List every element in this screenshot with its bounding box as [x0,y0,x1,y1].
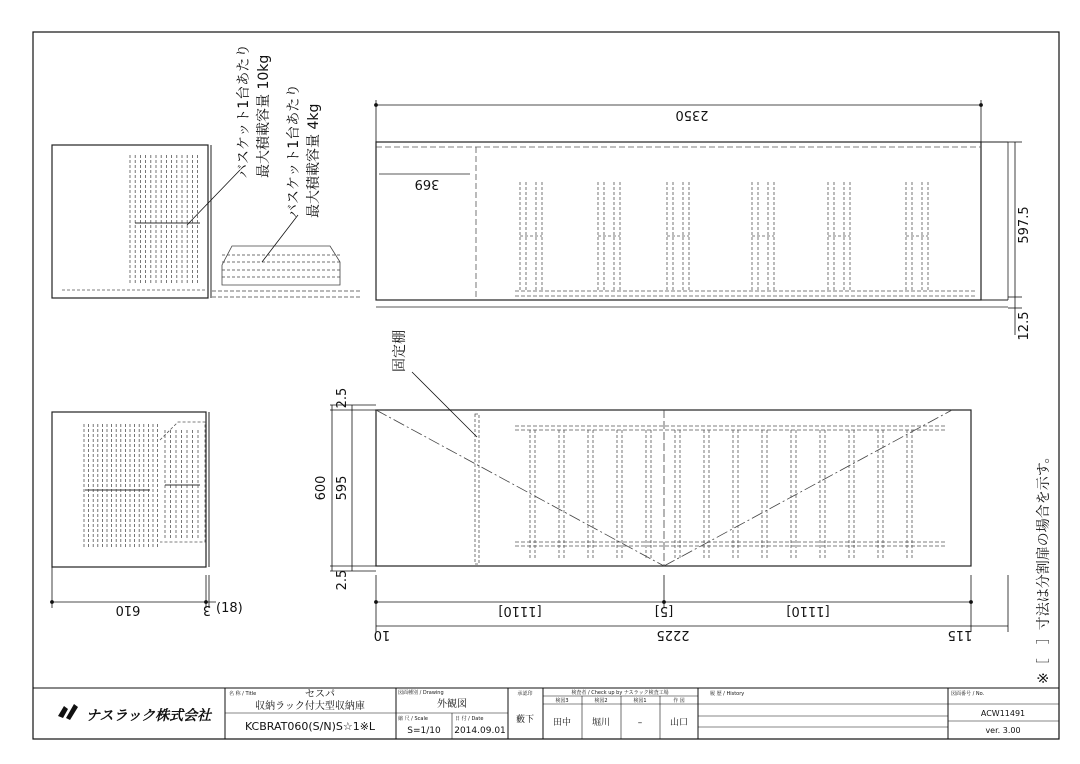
drawing-frame [33,32,1059,739]
company-logo [58,704,78,720]
dim-18-label: (18) [216,601,243,616]
checker2: 堀川 [591,718,611,728]
dim-10-label: 10 [373,627,391,642]
front-view-top [376,142,1008,307]
dim-bottom-front [375,575,1009,632]
scale-label: 縮 尺 / Scale [398,716,428,722]
basket-4kg-line1: バスケット1台あたり [286,83,302,218]
dim-2-5-top-label: 2.5 [335,387,350,409]
dim-5-label: [5] [654,603,674,618]
date-value: 2014.09.01 [454,726,506,736]
drawing-no: ACW11491 [980,709,1026,718]
dim-bottom-left [51,567,217,608]
approval-name: 藪下 [515,715,535,725]
dim-3-label: 3 [202,602,212,617]
dim-600-label: 600 [314,475,329,501]
dim-595-label: 595 [335,475,350,501]
fixed-shelf-label: 固定棚 [392,330,408,372]
basket-4kg-line2: 最大積載容量 4kg [306,103,322,218]
dim-2-5-bottom-label: 2.5 [335,569,350,591]
basket-capacity-note-4kg [286,84,322,218]
basket-10kg-line2: 最大積載容量 10kg [256,54,272,178]
drawing-type-label: 図面種別 / Drawing [398,690,444,696]
dim-369-label: 369 [414,176,440,191]
check-col1: 検図3 [555,698,569,704]
dim-115-label: 115 [947,627,973,642]
dim-597-5-label: 597.5 [1017,206,1032,244]
date-label: 日 付 / Date [455,716,484,722]
history-label: 履 歴 / History [710,691,745,697]
dim-2225-label: 2225 [656,627,690,642]
model-number: KCBRAT060(S/N)S☆1※L [244,720,376,733]
dim-12-5-label: 12.5 [1017,311,1032,341]
drawing-no-label: 図面番号 / No. [951,691,985,697]
check-col3: 検図1 [633,698,647,704]
front-view-bottom [376,372,971,566]
product-name: セスパ [305,689,335,700]
scale-value: S=1/10 [407,726,441,736]
dim-2350-label: 2350 [675,107,709,122]
check-label: 検査者 / Check up by ナスラック検査工場 [571,690,669,696]
version: ver. 3.00 [985,726,1021,735]
checker1: 田中 [552,718,572,728]
company-name: ナスラック株式会社 [86,708,212,724]
side-view-bottom [52,412,209,567]
title-label: 名 称 / Title [229,691,257,697]
product-desc: 収納ラック付大型収納庫 [255,701,365,712]
checker4: 山口 [669,718,689,728]
checker3: – [637,718,643,728]
drawing-type: 外観図 [437,699,467,710]
basket-capacity-note-10kg [236,44,272,178]
dim-610-label: 610 [115,602,141,617]
basket-10kg-line1: バスケット1台あたり [236,43,252,178]
check-col4: 作 図 [673,698,685,704]
bracket-note: ※［ ］寸法は分割扉の場合を示す。 [1036,449,1052,684]
dim-1110-left-label: [1110] [498,603,542,618]
approval-label: 承認印 [517,691,533,697]
check-col2: 検図2 [594,698,608,704]
dim-1110-right-label: [1110] [786,603,830,618]
